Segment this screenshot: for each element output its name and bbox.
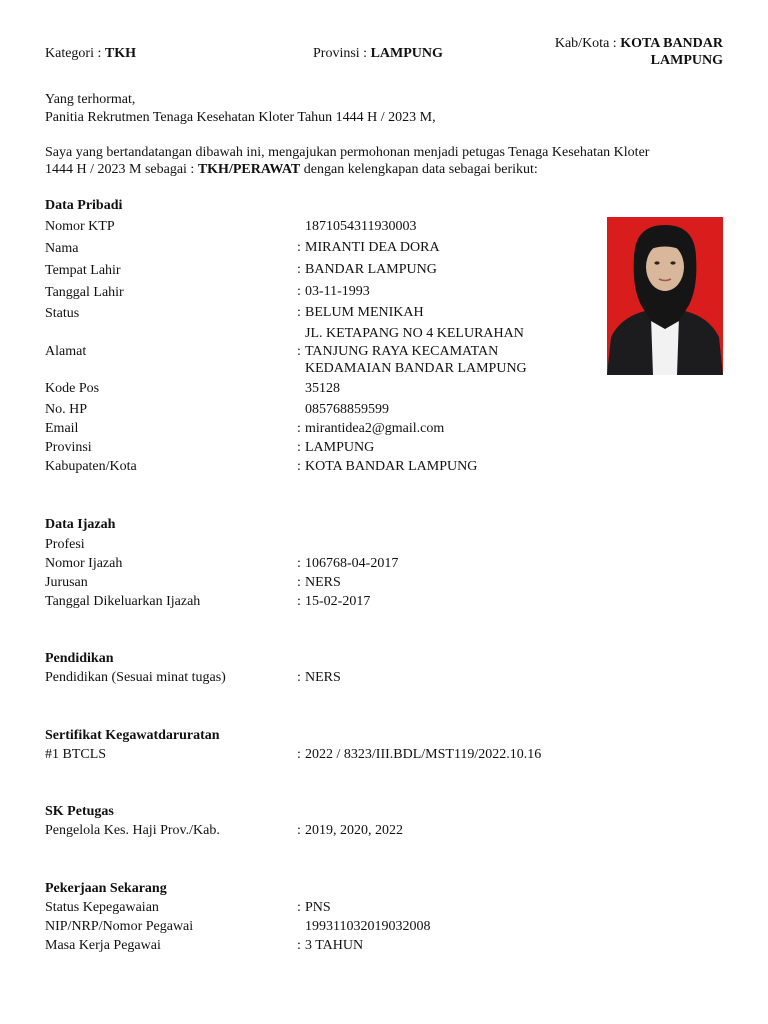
colon: : bbox=[297, 556, 301, 571]
label-email: Email bbox=[45, 421, 79, 436]
colon: : bbox=[297, 305, 301, 320]
kabkota-field bbox=[555, 35, 723, 69]
section-heading-pekerjaan: Pekerjaan Sekarang bbox=[45, 881, 167, 896]
value-btcls: 2022 / 8323/III.BDL/MST119/2022.10.16 bbox=[305, 747, 542, 762]
provinsi-value: LAMPUNG bbox=[370, 46, 443, 61]
letter-body-line2 bbox=[45, 161, 538, 178]
label-masa-kerja: Masa Kerja Pegawai bbox=[45, 938, 161, 953]
applicant-photo bbox=[607, 217, 723, 375]
value-alamat-line1: JL. KETAPANG NO 4 KELURAHAN bbox=[305, 326, 524, 341]
kabkota-value-line1: KOTA BANDAR bbox=[620, 36, 723, 51]
kabkota-label: Kab/Kota : bbox=[554, 36, 617, 51]
recipient: Panitia Rekrutmen Tenaga Kesehatan Kloter Tahun 1444 H / 2023 M, bbox=[45, 110, 436, 125]
colon: : bbox=[297, 240, 301, 255]
value-tanggal-lahir: 03-11-1993 bbox=[305, 284, 370, 299]
label-btcls: #1 BTCLS bbox=[45, 747, 107, 762]
kategori-value: TKH bbox=[104, 46, 136, 61]
kabkota-value-line2: LAMPUNG bbox=[650, 53, 723, 68]
label-pendidikan-minat: Pendidikan (Sesuai minat tugas) bbox=[45, 670, 226, 685]
section-heading-sk-petugas: SK Petugas bbox=[45, 804, 114, 819]
label-tanggal-ijazah: Tanggal Dikeluarkan Ijazah bbox=[45, 594, 201, 609]
value-nomor-ijazah: 106768-04-2017 bbox=[305, 556, 399, 571]
colon: : bbox=[297, 284, 301, 299]
label-kabupaten-kota: Kabupaten/Kota bbox=[45, 459, 137, 474]
label-tempat-lahir: Tempat Lahir bbox=[45, 263, 121, 278]
provinsi-label: Provinsi : bbox=[313, 46, 368, 61]
label-jurusan: Jurusan bbox=[45, 575, 88, 590]
value-provinsi: LAMPUNG bbox=[305, 440, 375, 455]
value-no-hp: 085768859599 bbox=[305, 402, 389, 417]
value-status-kepegawaian: PNS bbox=[305, 900, 331, 915]
label-nomor-ijazah: Nomor Ijazah bbox=[45, 556, 123, 571]
colon: : bbox=[297, 421, 301, 436]
value-kode-pos: 35128 bbox=[305, 381, 340, 396]
value-status: BELUM MENIKAH bbox=[305, 305, 424, 320]
colon: : bbox=[297, 747, 301, 762]
kategori-label: Kategori : bbox=[45, 46, 102, 61]
value-alamat-line2: TANJUNG RAYA KECAMATAN bbox=[305, 344, 499, 359]
label-profesi: Profesi bbox=[45, 537, 85, 552]
kategori-field bbox=[45, 45, 136, 62]
value-pengelola: 2019, 2020, 2022 bbox=[305, 823, 403, 838]
letter-body-suffix: dengan kelengkapan data sebagai berikut: bbox=[303, 162, 538, 177]
value-nip: 199311032019032008 bbox=[305, 919, 431, 934]
label-pengelola: Pengelola Kes. Haji Prov./Kab. bbox=[45, 823, 220, 838]
section-heading-data-pribadi: Data Pribadi bbox=[45, 198, 123, 213]
label-no-hp: No. HP bbox=[45, 402, 88, 417]
colon: : bbox=[297, 938, 301, 953]
salutation: Yang terhormat, bbox=[45, 92, 136, 107]
label-nip: NIP/NRP/Nomor Pegawai bbox=[45, 919, 194, 934]
section-heading-pendidikan: Pendidikan bbox=[45, 651, 114, 666]
value-jurusan: NERS bbox=[305, 575, 341, 590]
colon: : bbox=[297, 344, 301, 359]
value-nama: MIRANTI DEA DORA bbox=[305, 240, 440, 255]
value-alamat-line3: KEDAMAIAN BANDAR LAMPUNG bbox=[305, 361, 527, 376]
colon: : bbox=[297, 459, 301, 474]
colon: : bbox=[297, 670, 301, 685]
applied-role: TKH/PERAWAT bbox=[197, 162, 301, 177]
colon: : bbox=[297, 900, 301, 915]
provinsi-field bbox=[313, 45, 443, 62]
label-alamat: Alamat bbox=[45, 344, 87, 359]
colon: : bbox=[297, 262, 301, 277]
colon: : bbox=[297, 594, 301, 609]
value-pendidikan-minat: NERS bbox=[305, 670, 341, 685]
label-status: Status bbox=[45, 306, 80, 321]
label-tanggal-lahir: Tanggal Lahir bbox=[45, 285, 124, 300]
colon: : bbox=[297, 575, 301, 590]
face bbox=[646, 243, 684, 291]
label-status-kepegawaian: Status Kepegawaian bbox=[45, 900, 159, 915]
label-nomor-ktp: Nomor KTP bbox=[45, 219, 115, 234]
value-tanggal-ijazah: 15-02-2017 bbox=[305, 594, 371, 609]
value-masa-kerja: 3 TAHUN bbox=[305, 938, 364, 953]
value-nomor-ktp: 1871054311930003 bbox=[305, 219, 417, 234]
section-heading-sertifikat: Sertifikat Kegawatdaruratan bbox=[45, 728, 220, 743]
value-email: mirantidea2@gmail.com bbox=[305, 421, 445, 436]
letter-body-line1: Saya yang bertandatangan dibawah ini, mengajukan permohonan menjadi petugas Tenaga Kesehatan Kloter bbox=[45, 145, 650, 160]
value-tempat-lahir: BANDAR LAMPUNG bbox=[305, 262, 437, 277]
label-nama: Nama bbox=[45, 241, 79, 256]
letter-body-prefix: 1444 H / 2023 M sebagai : bbox=[45, 162, 195, 177]
label-provinsi: Provinsi bbox=[45, 440, 92, 455]
colon: : bbox=[297, 823, 301, 838]
colon: : bbox=[297, 440, 301, 455]
section-heading-data-ijazah: Data Ijazah bbox=[45, 517, 116, 532]
label-kode-pos: Kode Pos bbox=[45, 381, 100, 396]
value-kabupaten-kota: KOTA BANDAR LAMPUNG bbox=[305, 459, 478, 474]
